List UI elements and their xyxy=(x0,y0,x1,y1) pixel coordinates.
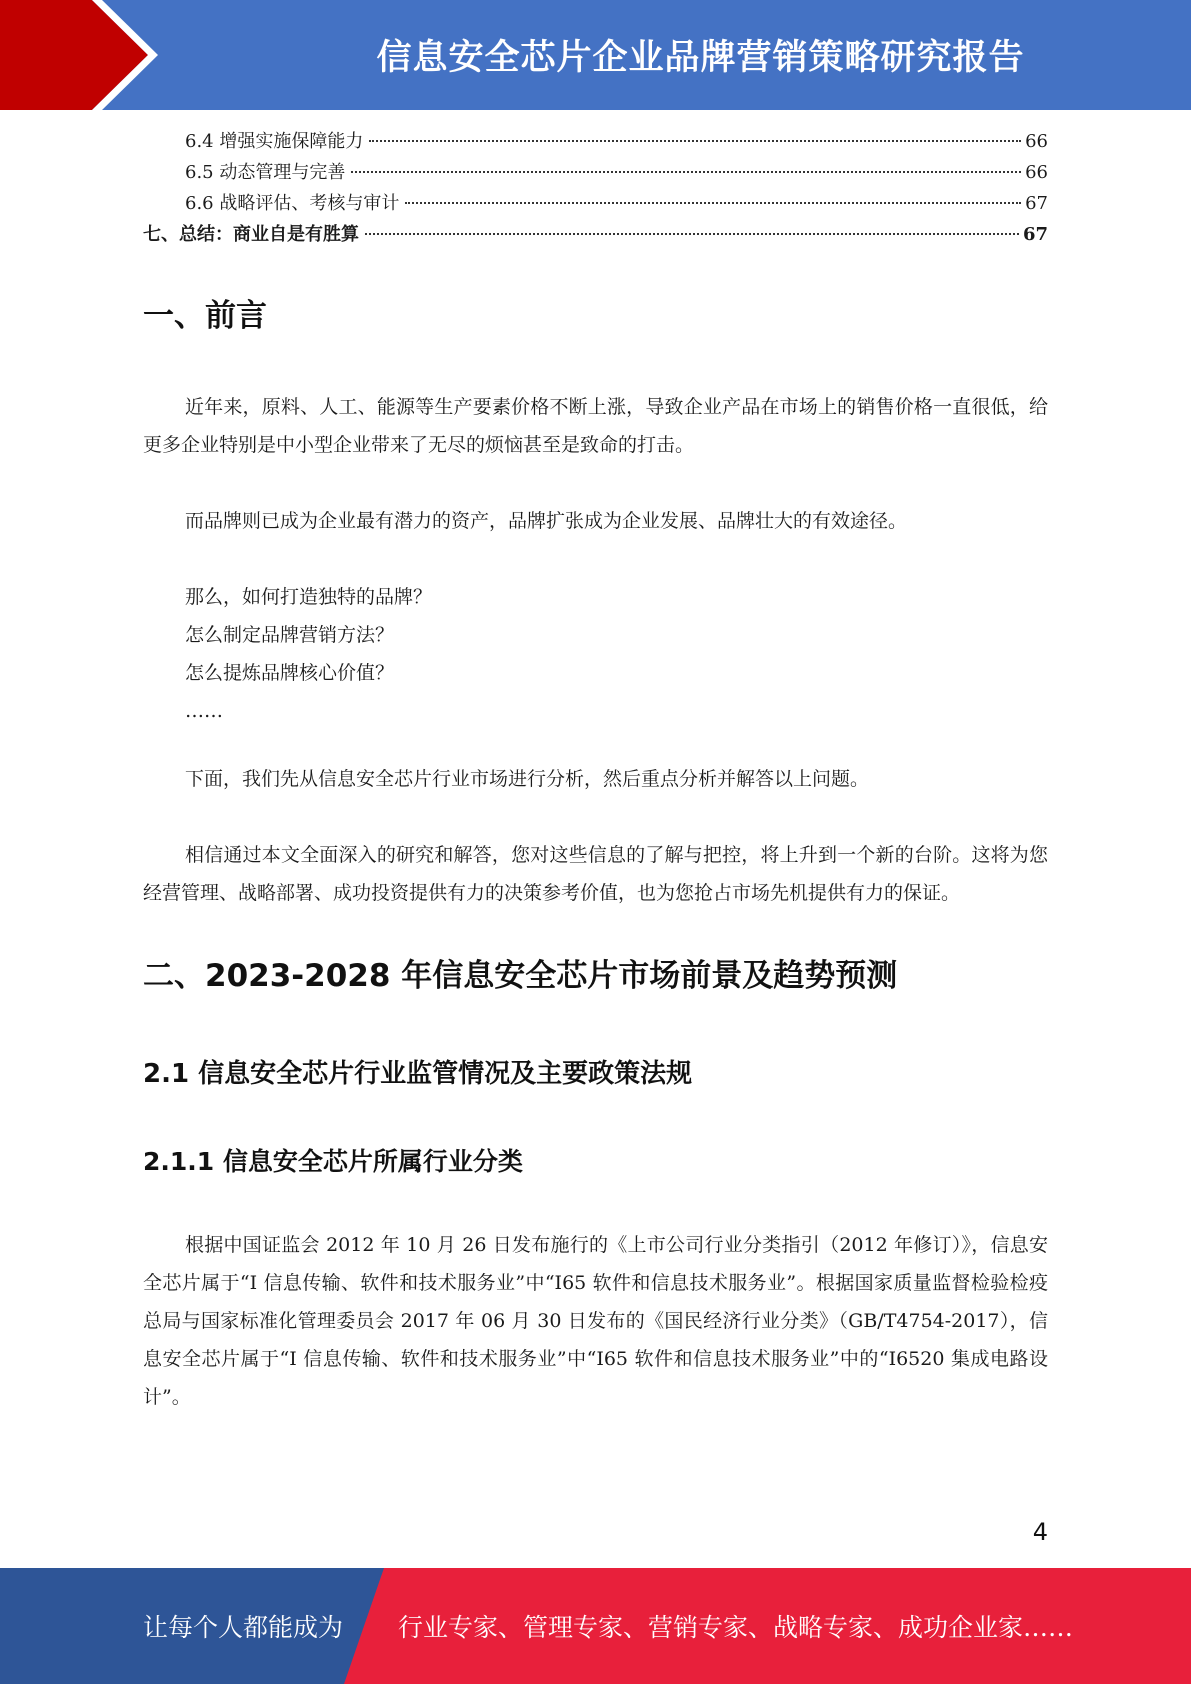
report-title: 信息安全芯片企业品牌营销策略研究报告 xyxy=(376,38,1025,78)
toc-entry-label: 6.4 增强实施保障能力 xyxy=(185,131,364,152)
section-heading-preface: 一、前言 xyxy=(143,298,267,334)
footer-slogan-right: 行业专家、管理专家、营销专家、战略专家、成功企业家…… xyxy=(398,1613,1074,1642)
toc-entry[interactable] xyxy=(143,126,1048,157)
paragraph: 相信通过本文全面深入的研究和解答，您对这些信息的了解与把控，将上升到一个新的台阶。这将为您经营管理、战略部署、成功投资提供有力的决策参考价值，也为您抢占市场先机提供有力的保证。 xyxy=(143,844,1048,904)
paragraph: 下面，我们先从信息安全芯片行业市场进行分析，然后重点分析并解答以上问题。 xyxy=(185,768,870,790)
question-line: 怎么提炼品牌核心价值？ xyxy=(185,662,395,684)
paragraph: 近年来，原料、人工、能源等生产要素价格不断上涨，导致企业产品在市场上的销售价格一直很低，给更多企业特别是中小型企业带来了无尽的烦恼甚至是致命的打击。 xyxy=(143,396,1048,456)
subsubsection-heading: 2.1.1 信息安全芯片所属行业分类 xyxy=(143,1147,523,1176)
toc-entry-page: 66 xyxy=(1025,131,1048,152)
header-banner xyxy=(0,0,1191,110)
toc-leader-dots xyxy=(405,202,1021,204)
toc-entry[interactable] xyxy=(143,188,1048,219)
subsection-heading: 2.1 信息安全芯片行业监管情况及主要政策法规 xyxy=(143,1059,693,1089)
toc-entry-page: 66 xyxy=(1025,162,1048,183)
toc-entry[interactable] xyxy=(143,157,1048,188)
footer-banner xyxy=(0,1568,1191,1684)
table-of-contents xyxy=(143,126,1048,250)
toc-entry-page: 67 xyxy=(1025,193,1048,214)
toc-leader-dots xyxy=(369,140,1021,142)
page-number: 4 xyxy=(1032,1518,1048,1546)
question-line: …… xyxy=(185,700,223,722)
page-content xyxy=(143,126,1048,1416)
section-heading-market-outlook: 二、2023-2028 年信息安全芯片市场前景及趋势预测 xyxy=(143,958,898,994)
toc-leader-dots xyxy=(365,233,1019,235)
toc-entry-label: 6.5 动态管理与完善 xyxy=(185,162,346,183)
footer-slogan-left: 让每个人都能成为 xyxy=(143,1613,344,1642)
question-list xyxy=(143,578,1048,730)
toc-entry-label: 七、总结：商业自是有胜算 xyxy=(143,224,359,245)
question-line: 那么，如何打造独特的品牌？ xyxy=(185,586,433,608)
toc-entry[interactable] xyxy=(143,219,1048,250)
chevron-arrow-icon xyxy=(0,0,220,110)
paragraph: 而品牌则已成为企业最有潜力的资产，品牌扩张成为企业发展、品牌壮大的有效途径。 xyxy=(185,510,908,532)
toc-entry-label: 6.6 战略评估、考核与审计 xyxy=(185,193,400,214)
question-line: 怎么制定品牌营销方法？ xyxy=(185,624,395,646)
toc-leader-dots xyxy=(351,171,1021,173)
paragraph: 根据中国证监会 2012 年 10 月 26 日发布施行的《上市公司行业分类指引（2012 年修订）》，信息安全芯片属于“I 信息传输、软件和技术服务业”中“I65 软件和信息技术服务业”。根据国家质量监督检验检疫总局与国家标准化管理委员会 2017 年 06 月 30 日发布的《国民经济行业分类》（GB/T4754-2017），信息安全芯片属于“I 信息传输、软件和技术服务业”中“I65 软件和信息技术服务业”中的“I6520 集成电路设计”。 xyxy=(143,1234,1048,1408)
toc-entry-page: 67 xyxy=(1022,224,1048,245)
